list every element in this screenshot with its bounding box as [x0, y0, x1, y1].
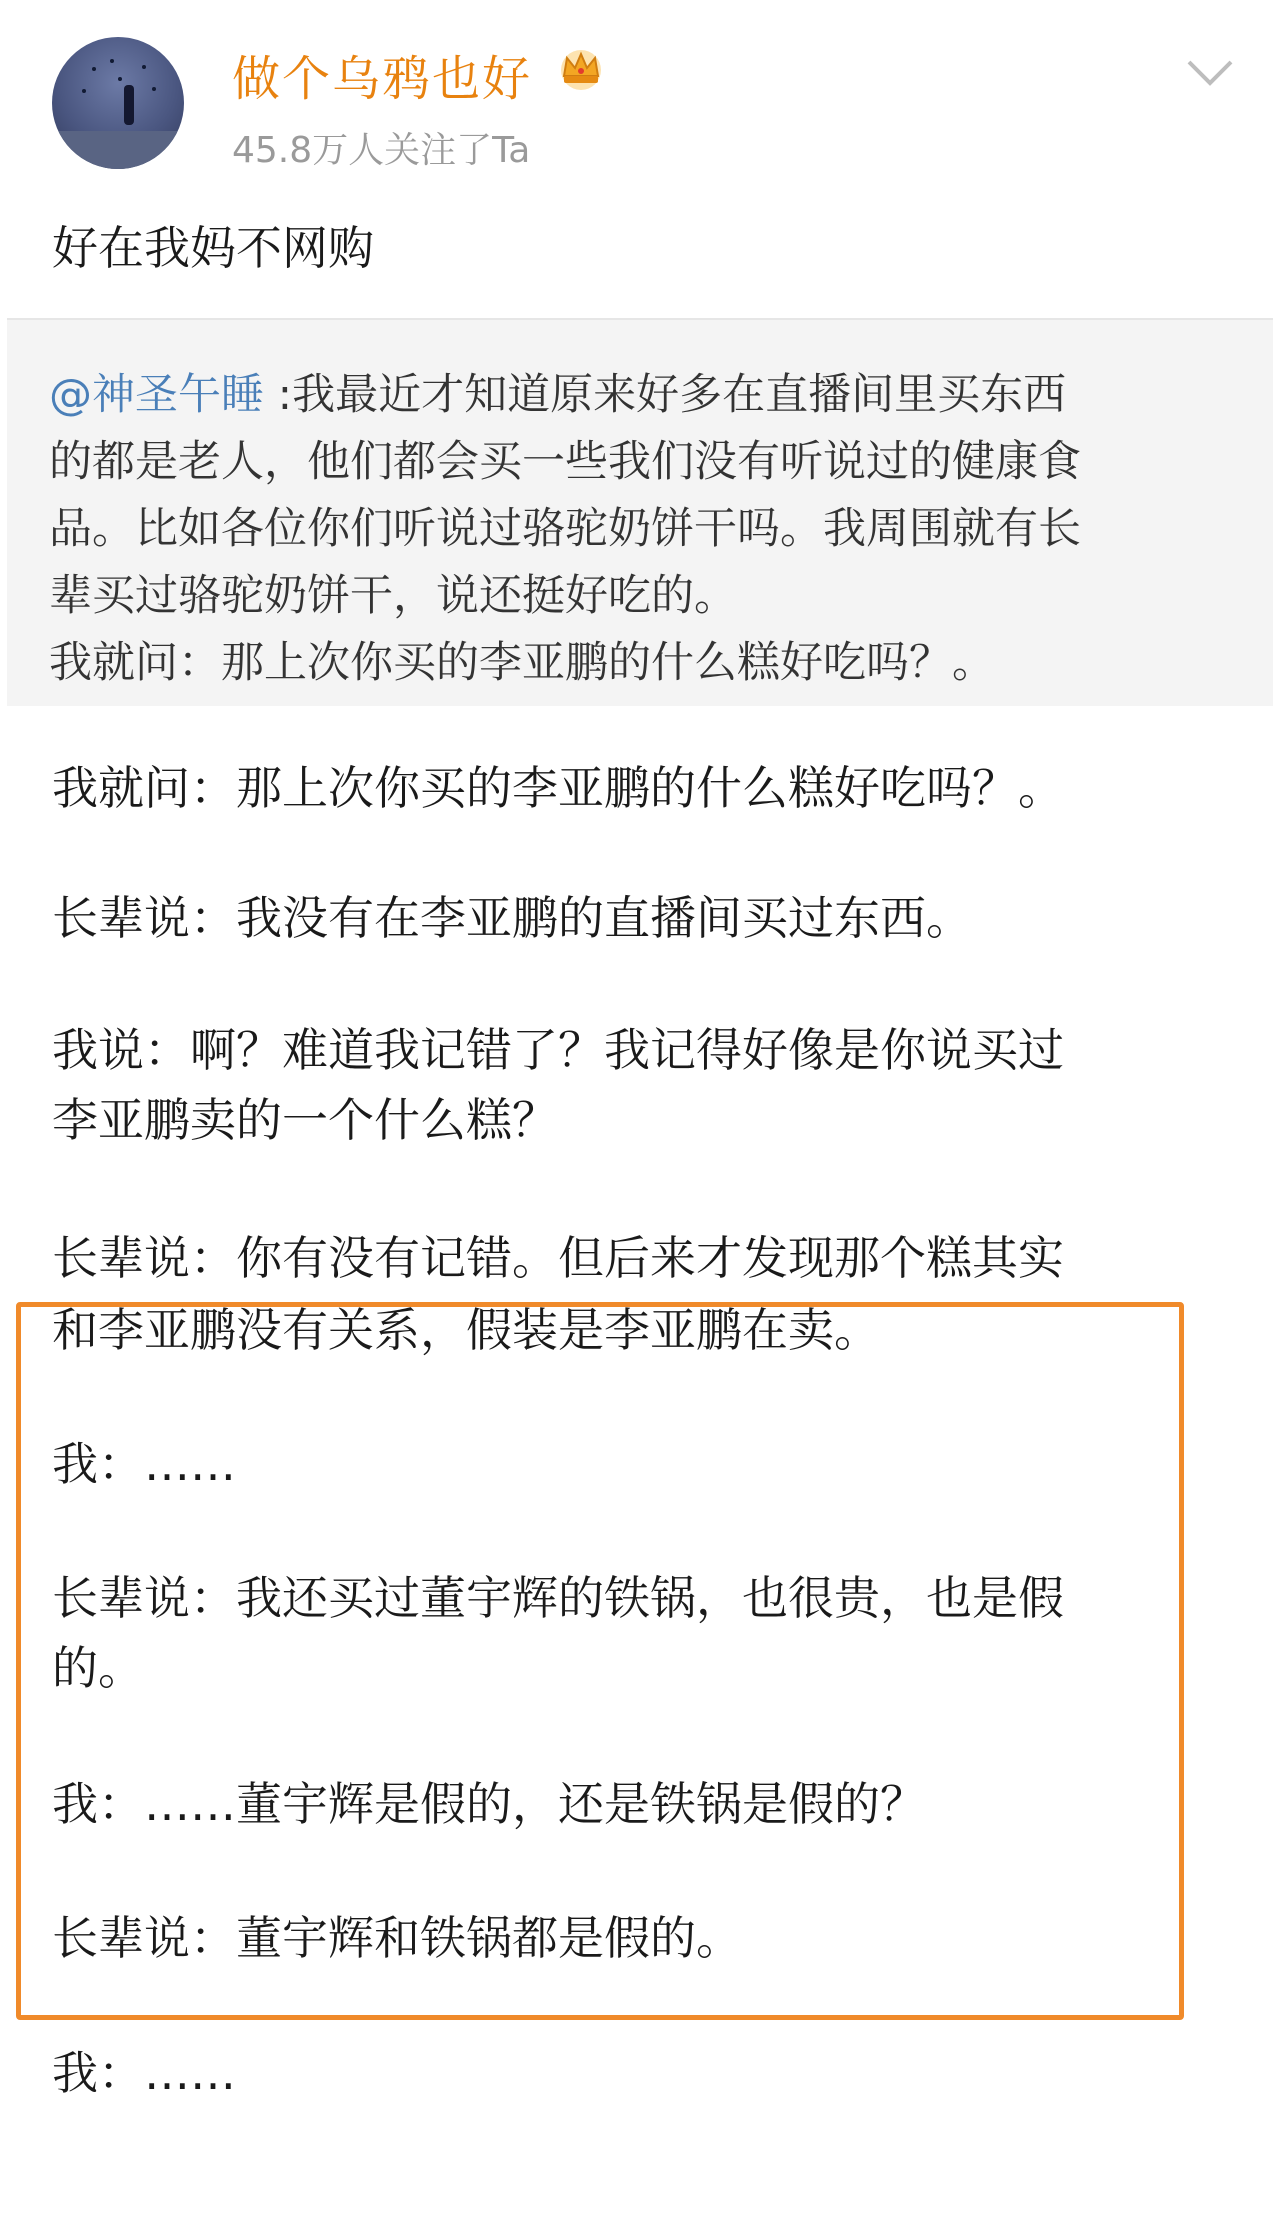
article-line: 长辈说：我没有在李亚鹏的直播间买过东西。	[52, 891, 972, 945]
avatar-bird	[92, 67, 96, 71]
article-line: 我就问：那上次你买的李亚鹏的什么糕好吃吗？。	[52, 761, 1064, 815]
repost-line: 辈买过骆驼奶饼干，说还挺好吃的。	[49, 571, 737, 621]
article-line: 李亚鹏卖的一个什么糕？	[52, 1093, 558, 1147]
follower-count: 45.8万人关注了Ta	[232, 130, 531, 171]
crown-icon	[556, 46, 606, 90]
article-line: 我：……	[52, 2046, 236, 2100]
avatar-figure	[124, 85, 134, 125]
avatar-bird	[152, 87, 156, 91]
avatar-bird	[110, 59, 114, 63]
chevron-down-icon[interactable]	[1185, 58, 1235, 88]
article-line: 的。	[52, 1641, 144, 1695]
article-line: 我：……董宇辉是假的，还是铁锅是假的？	[52, 1777, 926, 1831]
article-line: 我说：啊？难道我记错了？我记得好像是你说买过	[52, 1023, 1064, 1077]
article-line: 和李亚鹏没有关系，假装是李亚鹏在卖。	[52, 1303, 880, 1357]
post-header	[0, 0, 1280, 190]
avatar[interactable]	[52, 37, 184, 169]
repost-line	[49, 362, 1249, 429]
avatar-bird	[82, 89, 86, 93]
repost-body	[49, 362, 1249, 697]
repost-text: :我最近才知道原来好多在直播间里买东西	[264, 370, 1067, 420]
username[interactable]: 做个乌鸦也好	[232, 51, 533, 107]
avatar-bird	[118, 77, 122, 81]
article-line: 长辈说：你有没有记错。但后来才发现那个糕其实	[52, 1231, 1064, 1285]
article-line: 长辈说：我还买过董宇辉的铁锅，也很贵，也是假	[52, 1571, 1064, 1625]
avatar-bird	[142, 65, 146, 69]
repost-line: 的都是老人，他们都会买一些我们没有听说过的健康食	[49, 437, 1081, 487]
avatar-ground	[52, 131, 184, 169]
repost-card[interactable]	[7, 318, 1273, 706]
repost-line: 品。比如各位你们听说过骆驼奶饼干吗。我周围就有长	[49, 504, 1081, 554]
mention-link[interactable]: @神圣午睡	[49, 370, 264, 420]
post-text: 好在我妈不网购	[52, 221, 374, 275]
repost-line: 我就问：那上次你买的李亚鹏的什么糕好吃吗？。	[49, 638, 995, 688]
article-line: 我：……	[52, 1437, 236, 1491]
article-line: 长辈说：董宇辉和铁锅都是假的。	[52, 1911, 742, 1965]
